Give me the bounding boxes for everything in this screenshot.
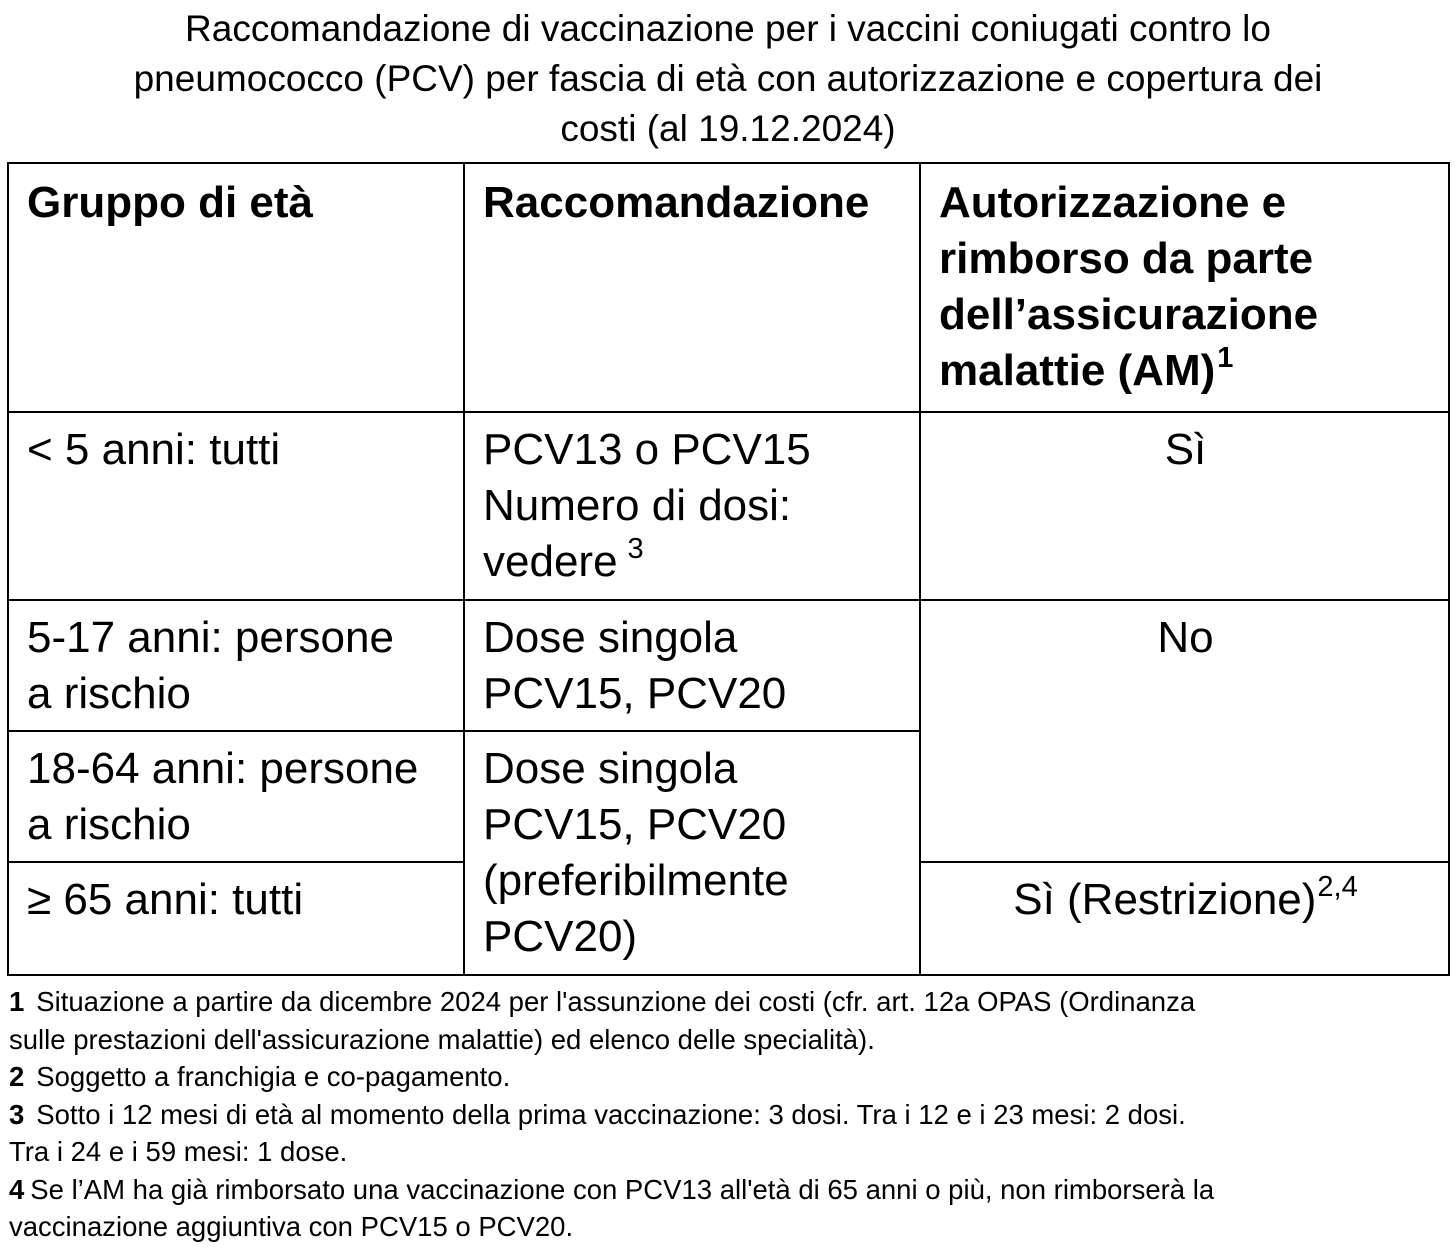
footnote-line	[9, 1171, 1449, 1209]
cell-text: 5-17 anni: persone	[27, 613, 394, 662]
footnote-number: 1	[9, 986, 25, 1017]
footnote-number: 2	[9, 1061, 25, 1092]
authorization-cell	[920, 600, 1449, 862]
footnote-number: 3	[9, 1098, 25, 1130]
age-group-cell	[8, 412, 464, 600]
header-label: Gruppo di età	[27, 178, 313, 227]
footnote-item	[9, 1096, 1449, 1171]
footnote-item	[9, 1058, 1449, 1096]
footnote-text: Soggetto a franchigia e co-pagamento.	[36, 1061, 511, 1092]
title-line: costi (al 19.12.2024)	[560, 108, 896, 149]
cell-text: ≥ 65 anni: tutti	[27, 875, 304, 924]
cell-text: Numero di dosi:	[483, 481, 792, 530]
table-header-row	[8, 163, 1449, 412]
cell-text: 18-64 anni: persone	[27, 744, 419, 793]
recommendation-cell	[464, 600, 920, 731]
header-age-group	[8, 163, 464, 412]
recommendation-cell	[464, 412, 920, 600]
footnote-ref: 3	[627, 533, 644, 565]
header-label: Raccomandazione	[483, 178, 870, 227]
footnote-text: vaccinazione aggiuntiva con PCV15 o PCV20.	[9, 1211, 574, 1242]
header-recommendation	[464, 163, 920, 412]
footnotes	[9, 983, 1449, 1246]
footnote-text: Situazione a partire da dicembre 2024 per l'assunzione dei costi (cfr. art. 12a OPAS (Ordinanza	[36, 986, 1196, 1017]
header-label-line: rimborso da parte	[939, 234, 1314, 283]
footnote-text: Se l’AM ha già rimborsato una vaccinazione con PCV13 all'età di 65 anni o più, non rimborserà la	[30, 1173, 1215, 1205]
age-group-cell	[8, 731, 464, 862]
age-group-cell	[8, 600, 464, 731]
footnote-item	[9, 1171, 1449, 1246]
cell-text: vedere	[483, 537, 618, 586]
header-label-text: malattie (AM)	[939, 346, 1216, 395]
cell-text-line	[939, 872, 1432, 928]
cell-text: a rischio	[27, 800, 191, 849]
footnote-ref: 1	[1217, 342, 1234, 374]
cell-text-line	[483, 534, 903, 590]
cell-text: No	[1157, 613, 1214, 662]
age-group-cell	[8, 862, 464, 975]
cell-text: PCV13 o PCV15	[483, 425, 811, 474]
cell-text: a rischio	[27, 669, 191, 718]
title-line: Raccomandazione di vaccinazione per i vaccini coniugati contro lo	[185, 8, 1271, 49]
cell-text: Sì (Restrizione)	[1013, 875, 1317, 924]
cell-text: PCV20)	[483, 912, 638, 961]
footnote-text: Sotto i 12 mesi di età al momento della prima vaccinazione: 3 dosi. Tra i 12 e i 23 mesi: 2 dosi.	[36, 1098, 1186, 1130]
cell-text: PCV15, PCV20	[483, 669, 787, 718]
cell-text: Sì	[1164, 425, 1207, 474]
table-row	[8, 412, 1449, 600]
footnote-number: 4	[9, 1173, 25, 1205]
footnote-text: sulle prestazioni dell'assicurazione malattie) ed elenco delle specialità).	[9, 1023, 875, 1055]
authorization-cell	[920, 862, 1449, 975]
cell-text: (preferibilmente	[483, 856, 789, 905]
vaccination-table	[7, 162, 1450, 976]
authorization-cell	[920, 412, 1449, 600]
header-label-line: dell’assicurazione	[939, 290, 1319, 339]
header-label-line: Autorizzazione e	[939, 178, 1287, 227]
footnote-item	[9, 983, 1449, 1058]
cell-text: Dose singola	[483, 613, 738, 662]
footnote-text: Tra i 24 e i 59 mesi: 1 dose.	[9, 1136, 348, 1167]
footnote-ref: 2,4	[1317, 871, 1358, 903]
footnote-line	[9, 1096, 1449, 1134]
cell-text: Dose singola	[483, 744, 738, 793]
recommendation-cell	[464, 731, 920, 975]
cell-text: PCV15, PCV20	[483, 800, 787, 849]
table-row	[8, 600, 1449, 731]
document-title	[0, 4, 1456, 154]
footnote-line	[9, 1058, 1449, 1096]
title-line: pneumococco (PCV) per fascia di età con autorizzazione e copertura dei	[133, 58, 1323, 99]
footnote-line	[9, 983, 1449, 1021]
header-authorization	[920, 163, 1449, 412]
header-label-line	[939, 343, 1432, 399]
cell-text: < 5 anni: tutti	[27, 425, 281, 474]
